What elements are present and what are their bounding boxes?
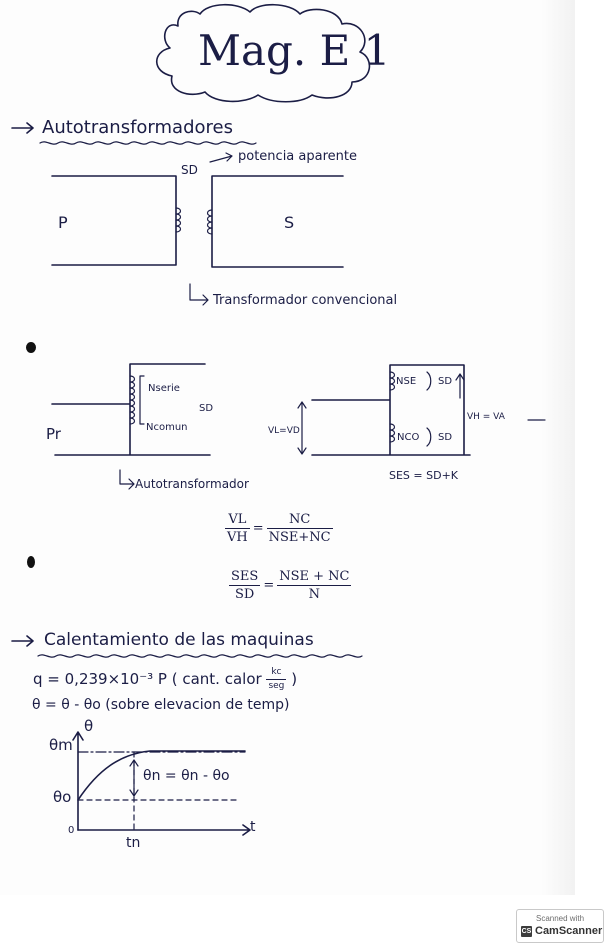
eq2-lhs-num: SES xyxy=(231,569,259,584)
n-se-label: NSE xyxy=(396,376,417,387)
eq2-equals: = xyxy=(263,578,275,593)
page-title: Mag. E 1 xyxy=(198,26,391,75)
sd-label-auto: SD xyxy=(199,403,214,414)
graph-theta-0-label: θo xyxy=(53,788,72,806)
section-heading-heating: Calentamiento de las maquinas xyxy=(44,630,314,650)
primary-label: P xyxy=(58,213,68,232)
camscanner-top-text: Scanned with xyxy=(535,914,585,923)
heat-formula-close: ) xyxy=(291,670,298,688)
heading-underline-1 xyxy=(40,142,256,144)
n-co-label: NCO xyxy=(397,432,420,443)
n-comun-label: Ncomun xyxy=(146,422,188,433)
eq1-lhs-den: VH xyxy=(227,530,248,545)
autotransformer-voltage-diagram xyxy=(298,365,545,455)
camscanner-badge xyxy=(516,909,604,943)
vh-label: VH = VA xyxy=(467,412,505,422)
apparent-power-note: potencia aparente xyxy=(238,149,357,164)
bullet-1 xyxy=(26,342,36,353)
temperature-rise-formula: θ = θ - θo (sobre elevacion de temp) xyxy=(32,697,290,713)
graph-annotation: θn = θn - θo xyxy=(143,768,230,784)
heading-underline-2 xyxy=(38,655,362,657)
camscanner-name: CamScanner xyxy=(535,925,603,937)
vl-label: VL=VD xyxy=(268,426,300,436)
section-heading-autotransformers: Autotransformadores xyxy=(42,117,233,138)
eq1-lhs-num: VL xyxy=(225,513,250,529)
heat-formula xyxy=(33,668,297,691)
eq2-lhs-den: SD xyxy=(234,587,255,602)
pr-label: Pr xyxy=(46,425,61,443)
heat-formula-text: q = 0,239×10⁻³ P ( cant. calor xyxy=(33,670,262,688)
graph-theta-max-label: θm xyxy=(49,736,73,754)
sd-label-right-top: SD xyxy=(438,376,453,387)
heading-arrow-2 xyxy=(12,636,33,646)
graph-origin-label: 0 xyxy=(68,825,75,836)
bullet-2 xyxy=(27,556,35,568)
ses-formula: SES = SD+K xyxy=(389,469,459,482)
eq2-rhs-num: NSE + NC xyxy=(279,569,350,584)
heat-units-den: seg xyxy=(268,681,285,691)
secondary-label: S xyxy=(284,213,295,232)
sd-label-right-bottom: SD xyxy=(438,432,453,443)
graph-x-axis-label: t xyxy=(250,819,256,835)
heading-arrow-1 xyxy=(12,123,33,133)
eq1-equals: = xyxy=(252,521,264,536)
conventional-caption: Transformador convencional xyxy=(213,293,398,308)
n-serie-label: Nserie xyxy=(148,383,180,394)
graph-tn-label: tn xyxy=(126,835,141,851)
sd-label-top: SD xyxy=(181,163,198,177)
eq1-rhs-num: NC xyxy=(267,513,333,529)
heat-units-num: kc xyxy=(266,668,286,680)
eq2-rhs-den: N xyxy=(308,587,321,602)
graph-y-axis-label: θ xyxy=(84,717,94,735)
eq1-rhs-den: NSE+NC xyxy=(268,530,331,545)
autotransformer-caption: Autotransformador xyxy=(135,477,249,491)
camscanner-logo-icon: CS xyxy=(521,928,532,935)
power-ratio-equation xyxy=(229,570,351,601)
voltage-ratio-equation xyxy=(225,513,333,544)
